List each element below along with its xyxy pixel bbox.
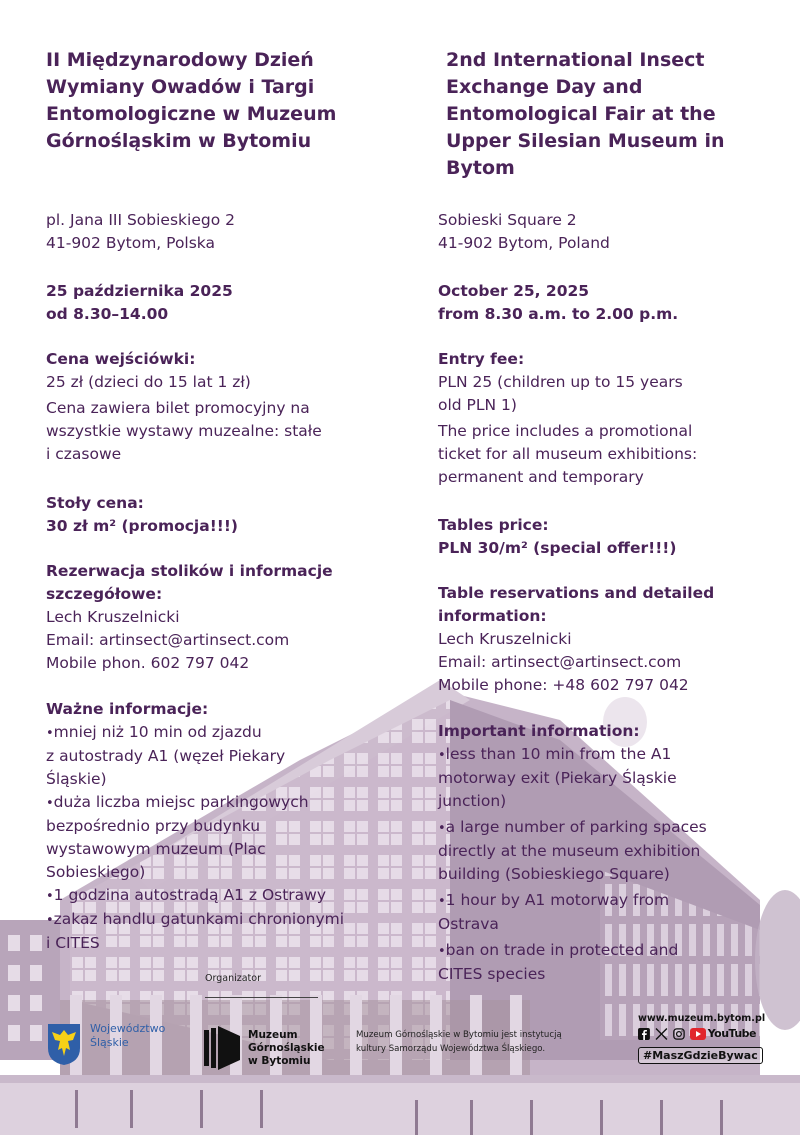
museum-logo bbox=[204, 1026, 325, 1070]
info-line: • a large number of parking spaces bbox=[438, 816, 707, 840]
fee-value: 25 zł (dzieci do 15 lat 1 zł) bbox=[46, 373, 251, 391]
facebook-icon[interactable] bbox=[638, 1028, 650, 1040]
info-item bbox=[438, 939, 707, 986]
polish-entry-fee bbox=[46, 348, 322, 466]
contact-name: Lech Kruszelnicki bbox=[438, 630, 572, 648]
info-line: • zakaz handlu gatunkami chronionymi bbox=[46, 908, 344, 932]
info-list bbox=[438, 743, 707, 986]
polish-title: II Międzynarodowy Dzień Wymiany Owadów i Targi Entomologiczne w Muzeum Górnośląskim w Bytomiu bbox=[46, 49, 337, 152]
info-line: • 1 hour by A1 motorway from bbox=[438, 889, 707, 913]
social-block bbox=[638, 1013, 766, 1063]
info-item bbox=[438, 889, 707, 936]
institution-note: Muzeum Górnośląskie w Bytomiu jest instytucją kultury Samorządu Województwa Śląskiego. bbox=[356, 1030, 562, 1054]
info-line: CITES species bbox=[438, 965, 546, 983]
info-line: • 1 godzina autostradą A1 z Ostrawy bbox=[46, 884, 344, 908]
info-line: wystawowym muzeum (Plac bbox=[46, 840, 266, 858]
info-line: • less than 10 min from the A1 bbox=[438, 743, 707, 767]
hashtag-badge bbox=[638, 1044, 763, 1063]
info-line: bezpośrednio przy budynku bbox=[46, 817, 261, 835]
contact-name: Lech Kruszelnicki bbox=[46, 608, 180, 626]
english-tables-price: Tables price: PLN 30/m² (special offer!!!) bbox=[438, 516, 677, 557]
contact-phone: Mobile phone: +48 602 797 042 bbox=[438, 676, 689, 694]
organizer-label: Organizator bbox=[205, 973, 261, 984]
info-line: z autostrady A1 (węzeł Piekary bbox=[46, 747, 286, 765]
polish-address: pl. Jana III Sobieskiego 2 41-902 Bytom, Polska bbox=[46, 211, 235, 252]
contact-email[interactable]: Email: artinsect@artinsect.com bbox=[46, 631, 290, 649]
info-line: • mniej niż 10 min od zjazdu bbox=[46, 721, 344, 745]
info-item bbox=[438, 743, 707, 813]
social-icons bbox=[638, 1027, 756, 1040]
wojewodztwo-text: Województwo Śląskie bbox=[90, 1022, 166, 1049]
fee-note: The price includes a promotional ticket for all museum exhibitions: permanent and temporary bbox=[438, 422, 698, 486]
instagram-icon[interactable] bbox=[673, 1028, 685, 1040]
info-line: junction) bbox=[438, 792, 507, 810]
youtube-play-icon bbox=[690, 1028, 706, 1040]
english-address: Sobieski Square 2 41-902 Bytom, Poland bbox=[438, 211, 610, 252]
info-line: motorway exit (Piekary Śląskie bbox=[438, 769, 677, 787]
info-line: Ostrava bbox=[438, 915, 499, 933]
polish-important-info: Ważne informacje: • mniej niż 10 min od zjazdu z autostrady A1 (węzeł Piekary Śląskie) • duża liczba miejsc parkingowych bezpośrednio przy budynku wystawowym muzeum (Plac Sobieskiego) • 1 godzina autostradą A1 z Ostrawy • zakaz handlu gatunkami chronionymi i CITES bbox=[46, 698, 344, 955]
info-line: directly at the museum exhibition bbox=[438, 842, 701, 860]
fee-heading: Cena wejściówki: bbox=[46, 350, 196, 368]
info-line: i CITES bbox=[46, 934, 100, 952]
english-entry-fee: Entry fee: PLN 25 (children up to 15 years old PLN 1) The price includes a promotional ticket for all museum exhibitions: permanent and temporary bbox=[438, 348, 697, 489]
info-line: • ban on trade in protected and bbox=[438, 939, 707, 963]
info-line: Śląskie) bbox=[46, 770, 107, 788]
english-important-info: Important information: • less than 10 min from the A1 motorway exit (Piekary Śląskie junction) • a large number of parking spaces directly at the museum exhibition building (Sobieskiego Square) • 1 hour by A1 motorway from Ostrava • ban on trade in protected and CITES species bbox=[438, 720, 707, 989]
website-link[interactable]: www.muzeum.bytom.pl bbox=[638, 1013, 766, 1024]
english-date: October 25, 2025 from 8.30 a.m. to 2.00 p.m. bbox=[438, 282, 679, 323]
fee-note: Cena zawiera bilet promocyjny na wszystkie wystawy muzealne: stałe i czasowe bbox=[46, 399, 322, 463]
youtube-icon[interactable] bbox=[690, 1027, 756, 1040]
wojewodztwo-slaskie-logo bbox=[46, 1022, 165, 1066]
polish-reservation: Rezerwacja stolików i informacje szczegółowe: Lech Kruszelnicki Email: artinsect@artinsect.com Mobile phon. 602 797 042 bbox=[46, 560, 333, 675]
contact-phone: Mobile phon. 602 797 042 bbox=[46, 654, 250, 672]
info-line: • duża liczba miejsc parkingowych bbox=[46, 791, 344, 815]
english-title: 2nd International Insect Exchange Day and Entomological Fair at the Upper Silesian Museum in Bytom bbox=[446, 49, 725, 179]
info-line: building (Sobieskiego Square) bbox=[438, 865, 670, 883]
x-icon[interactable] bbox=[655, 1028, 668, 1040]
youtube-label: YouTube bbox=[707, 1027, 757, 1040]
info-list bbox=[46, 721, 344, 955]
museum-logo-text: Muzeum Górnośląskie w Bytomiu bbox=[248, 1028, 325, 1067]
info-line: Sobieskiego) bbox=[46, 863, 146, 881]
english-reservation: Table reservations and detailed information: Lech Kruszelnicki Email: artinsect@artinsect.com Mobile phone: +48 602 797 042 bbox=[438, 582, 714, 697]
polish-tables-price: Stoły cena: 30 zł m² (promocja!!!) bbox=[46, 494, 238, 535]
contact-email[interactable]: Email: artinsect@artinsect.com bbox=[438, 653, 682, 671]
hashtag-text: #MaszGdzieBywac bbox=[638, 1047, 763, 1064]
museum-columns-logo-icon bbox=[204, 1026, 240, 1070]
silesian-eagle-crest-icon bbox=[46, 1022, 82, 1066]
organizer-divider bbox=[205, 997, 318, 998]
polish-date: 25 października 2025 od 8.30–14.00 bbox=[46, 282, 233, 323]
info-item bbox=[438, 816, 707, 886]
